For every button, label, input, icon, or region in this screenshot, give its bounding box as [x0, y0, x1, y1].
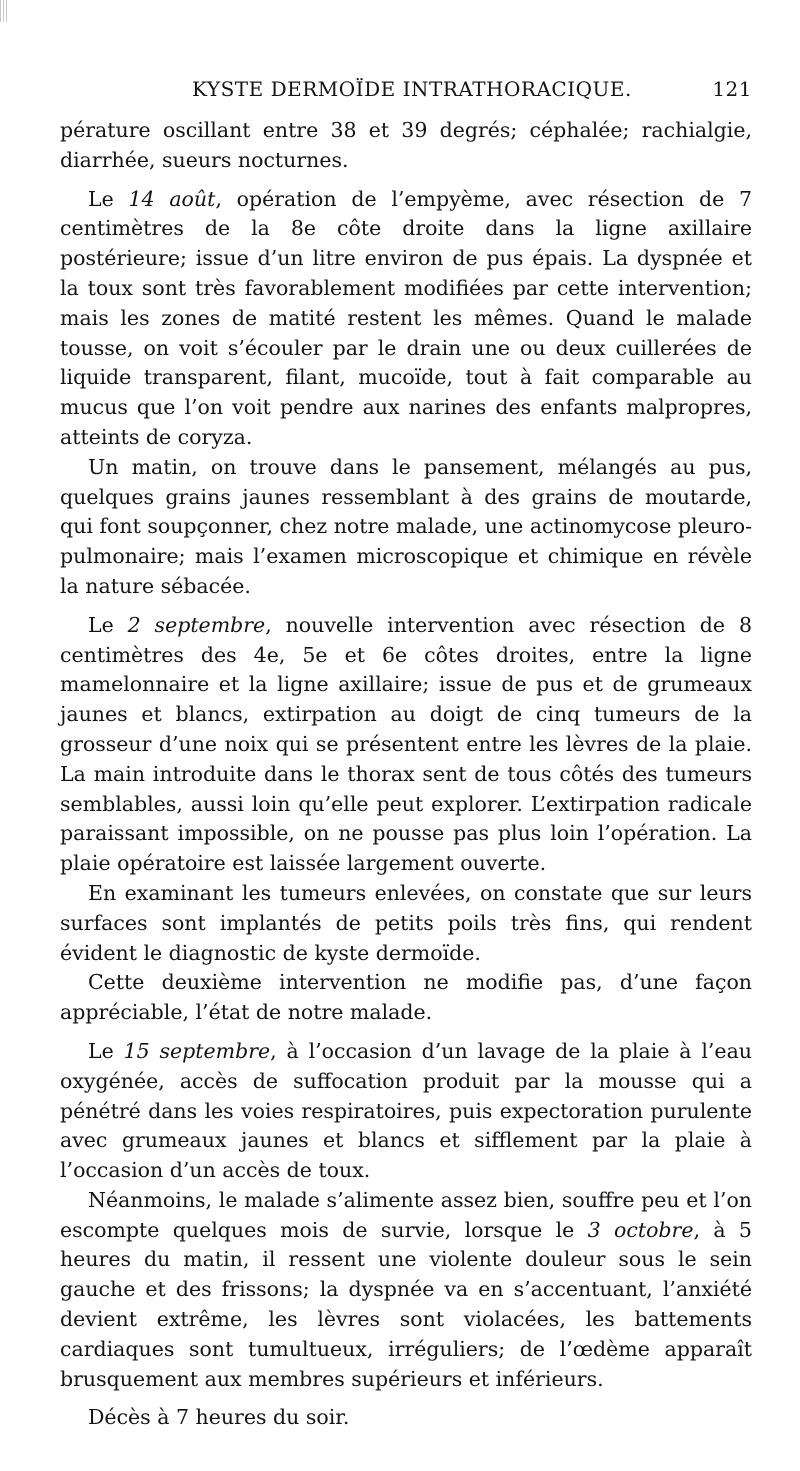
text-run: En examinant les tumeurs enlevées, on constate que sur leurs surfaces sont implantés de petits poils très fins, qui rendent évident le diagnostic de kyste dermoïde. [60, 880, 752, 965]
text-run: , nouvelle intervention avec résection de 8 centimètres des 4e, 5e et 6e côtes droites, entre la ligne mamelonnaire et la ligne axillaire; issue de pus et de grumeaux jaunes et blancs, extirpation au doigt de cinq tumeurs de la grosseur d’une noix qui se présentent entre les lèvres de la plaie. La main introduite dans le thorax sent de tous côtés des tumeurs semblables, aussi loin qu’elle peut explorer. L’extirpation radicale paraissant impossible, on ne pousse pas plus loin l’opération. La plaie opératoire est laissée largement ouverte. [60, 612, 752, 876]
body-text [60, 116, 752, 1433]
scan-edge-mark [0, 0, 9, 22]
paragraph [60, 1186, 752, 1395]
text-run: Un matin, on trouve dans le pansement, mélangés au pus, quelques grains jaunes ressemblant à des grains de moutarde, qui font soupçonner, chez notre malade, une actinomycose pleuro-pulmonaire; mais l’examen microscopique et chimique en révèle la nature sébacée. [60, 454, 752, 598]
page-number: 121 [712, 77, 752, 101]
text-run: Le [88, 186, 129, 211]
paragraph [60, 1037, 752, 1186]
text-run: pérature oscillant entre 38 et 39 degrés; céphalée; rachialgie, diarrhée, sueurs nocturnes. [60, 118, 752, 172]
text-run: , opération de l’empyème, avec résection de 7 centimètres de la 8e côte droite dans la ligne axillaire postérieure; issue d’un litre environ de pus épais. La dyspnée et la toux sont très favorablement modifiées par cette intervention; mais les zones de matité restent les mêmes. Quand le malade tousse, on voit s’écouler par le drain une ou deux cuillerées de liquide transparent, filant, mucoïde, tout à fait comparable au mucus que l’on voit pendre aux narines des enfants malpropres, atteints de coryza. [60, 186, 752, 449]
paragraph [60, 611, 752, 879]
paragraph [60, 116, 752, 176]
text-run: , à l’occasion d’un lavage de la plaie à l’eau oxygénée, accès de suffocation produit par la mousse qui a pénétré dans les voies respiratoires, puis expectoration purulente avec grumeaux jaunes et blancs et sifflement par la plaie à l’occasion d’un accès de toux. [60, 1038, 752, 1183]
paragraph [60, 879, 752, 968]
text-run: Décès à 7 heures du soir. [88, 1405, 350, 1430]
date-italic: 14 août [128, 186, 216, 211]
date-italic: 2 septembre [127, 612, 266, 637]
text-run: Néanmoins, le malade s’alimente assez bien, souffre peu et l’on escompte quelques mois de survie, lorsque le [60, 1187, 752, 1242]
paragraph [60, 968, 752, 1028]
date-italic: 15 septembre [123, 1038, 271, 1063]
text-run: Cette deuxième intervention ne modifie pas, d’une façon appréciable, l’état de notre malade. [60, 970, 752, 1025]
paragraph [60, 453, 752, 602]
running-header [60, 72, 752, 106]
running-title: KYSTE DERMOÏDE INTRATHORACIQUE. [192, 77, 632, 101]
date-italic: 3 octobre [587, 1217, 694, 1242]
paragraph [60, 1403, 752, 1433]
text-run: Le [88, 1038, 124, 1063]
text-run: Le [88, 612, 128, 637]
paragraph [60, 185, 752, 453]
text-run: , à 5 heures du matin, il ressent une violente douleur sous le sein gauche et des frissons; la dyspnée va en s’accentuant, l’anxiété devient extrême, les lèvres sont violacées, les battements cardiaques sont tumultueux, irréguliers; de l’œdème apparaît brusquement aux membres supérieurs et inférieurs. [60, 1217, 752, 1391]
